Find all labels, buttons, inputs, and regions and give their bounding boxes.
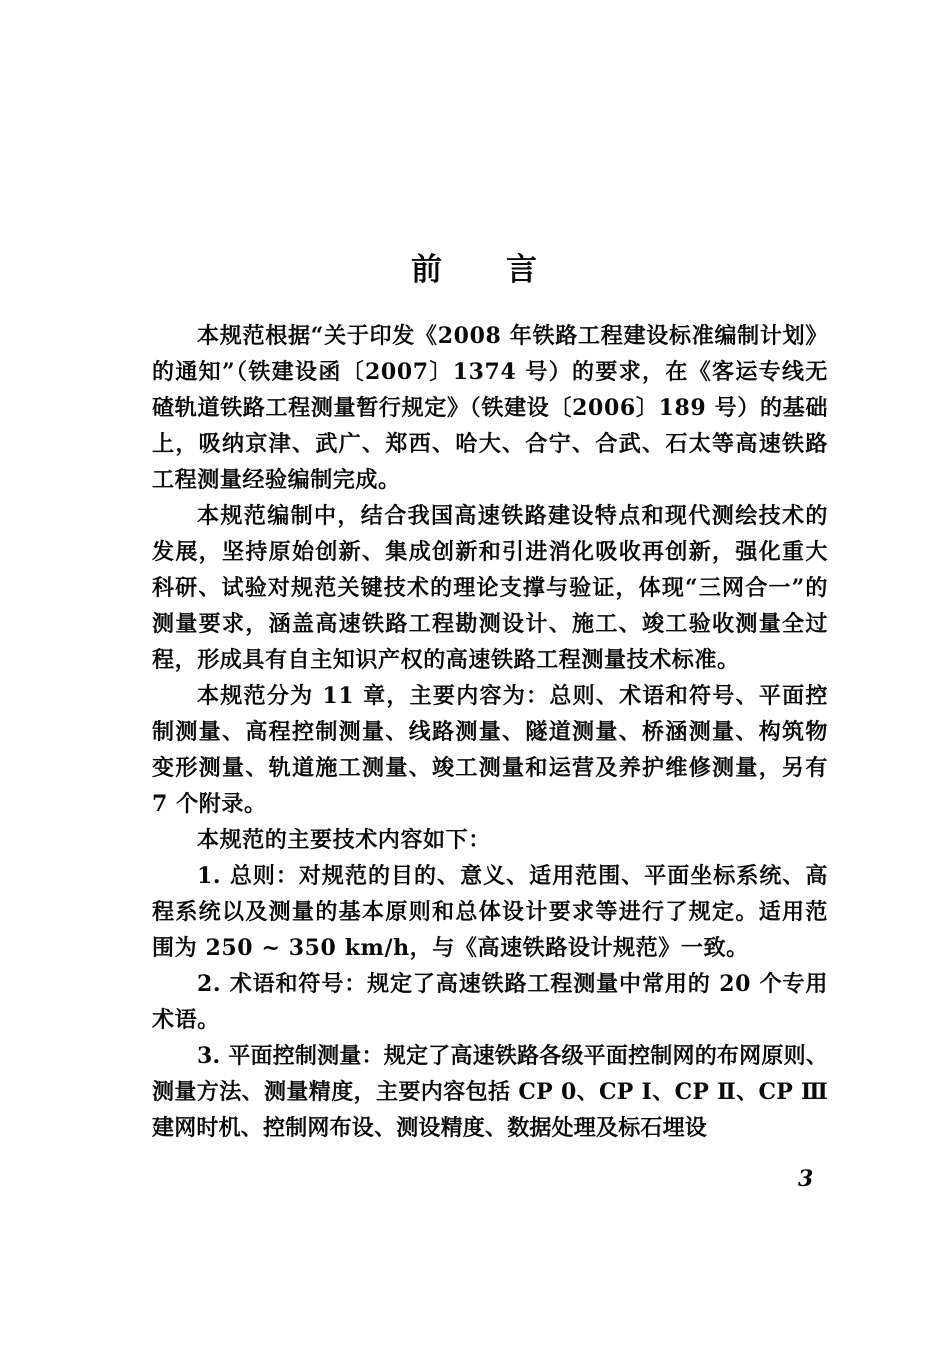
paragraph-item-plane-control: 3. 平面控制测量：规定了高速铁路各级平面控制网的布网原则、测量方法、测量精度，主要内容包括 CP 0、CP Ⅰ、CP Ⅱ、CP Ⅲ建网时机、控制网布设、测设精度、数据处理及标石埋设	[152, 1043, 828, 1141]
page-number: 3	[798, 1166, 814, 1192]
paragraph-background: 本规范根据“关于印发《2008 年铁路工程建设标准编制计划》的通知”（铁建设函〔2007〕1374 号）的要求，在《客运专线无碴轨道铁路工程测量暂行规定》（铁建设〔2006〕189 号）的基础上，吸纳京津、武广、郑西、哈大、合宁、合武、石太等高速铁路工程测量经验编制完成。	[152, 323, 828, 493]
page-title-first-char: 前	[411, 252, 444, 288]
page-title	[0, 244, 950, 289]
paragraph-compilation: 本规范编制中，结合我国高速铁路建设特点和现代测绘技术的发展，坚持原始创新、集成创新和引进消化吸收再创新，强化重大科研、试验对规范关键技术的理论支撑与验证，体现“三网合一”的测量要求，涵盖高速铁路工程勘测设计、施工、竣工验收测量全过程，形成具有自主知识产权的高速铁路工程测量技术标准。	[152, 503, 828, 673]
paragraph-item-general: 1. 总则：对规范的目的、意义、适用范围、平面坐标系统、高程系统以及测量的基本原则和总体设计要求等进行了规定。适用范围为 250 ~ 350 km/h，与《高速铁路设计规范》一致。	[152, 863, 828, 961]
page-title-second-char: 言	[506, 252, 539, 288]
paragraph-item-terms: 2. 术语和符号：规定了高速铁路工程测量中常用的 20 个专用术语。	[152, 971, 828, 1033]
paragraph-structure: 本规范分为 11 章，主要内容为：总则、术语和符号、平面控制测量、高程控制测量、线路测量、隧道测量、桥涵测量、构筑物变形测量、轨道施工测量、竣工测量和运营及养护维修测量，另有 7 个附录。	[152, 683, 828, 817]
paragraph-main-content-intro: 本规范的主要技术内容如下：	[197, 827, 491, 853]
foreword-body	[152, 318, 828, 1146]
